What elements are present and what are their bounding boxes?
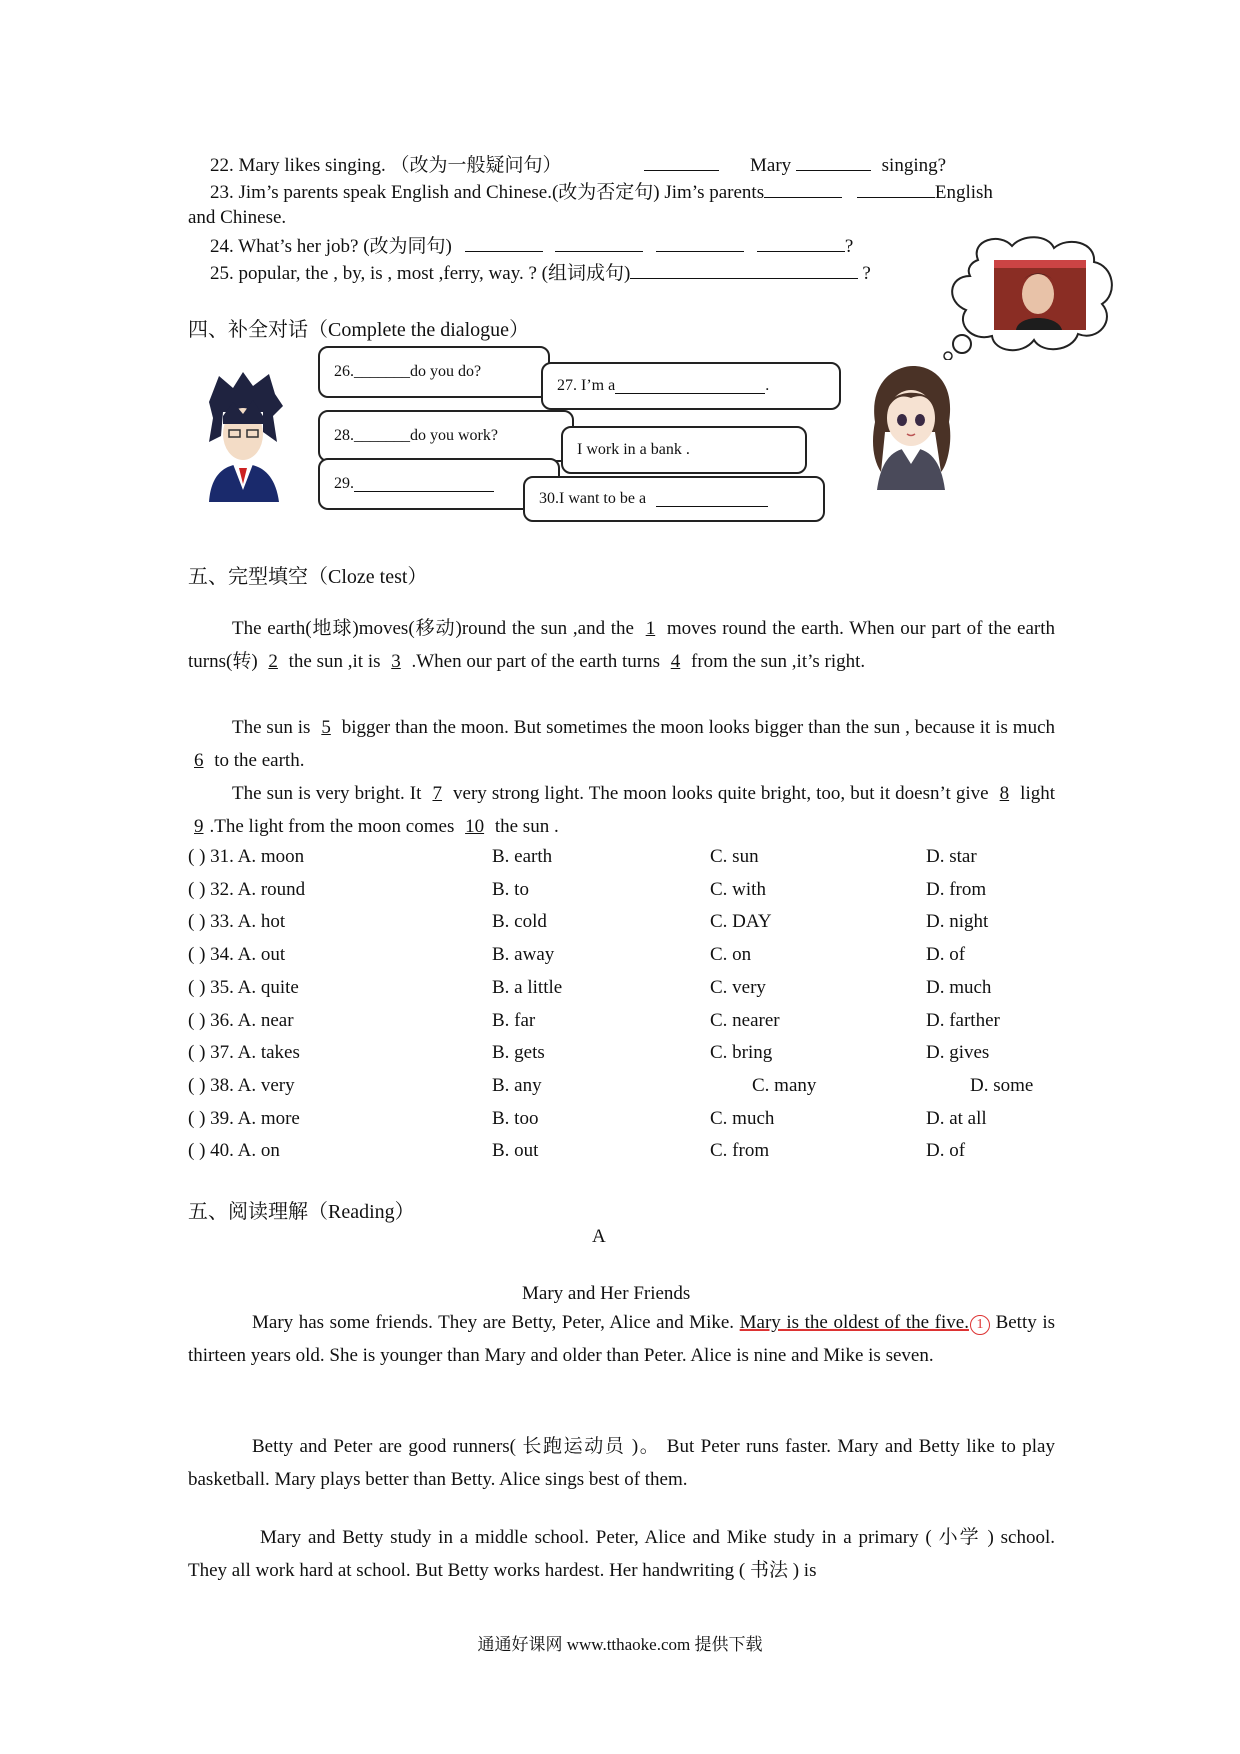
option-row	[188, 873, 1068, 906]
choice-b[interactable]: B. to	[492, 878, 529, 900]
cloze-blank-1[interactable]: 1	[645, 618, 656, 639]
question-choice-a[interactable]: ( ) 37. A. takes	[188, 1042, 300, 1064]
choice-c[interactable]: C. DAY	[710, 911, 772, 933]
question-choice-a[interactable]: ( ) 31. A. moon	[188, 846, 305, 867]
answer-blank[interactable]	[644, 152, 719, 171]
section-4-heading: 四、补全对话（Complete the dialogue）	[188, 319, 530, 341]
choice-b[interactable]: B. away	[492, 944, 555, 966]
cloze-paragraph-2: The sun is 5 bigger than the moon. But sometimes the moon looks bigger than the sun , because it is much 6 to the earth.	[188, 711, 1055, 777]
question-choice-a[interactable]: ( ) 36. A. near	[188, 1009, 294, 1031]
choice-c[interactable]: C. from	[710, 1140, 770, 1162]
cloze-blank-9[interactable]: 9	[194, 816, 204, 837]
speech-bubble-29: 29.	[318, 458, 560, 510]
answer-blank[interactable]	[796, 152, 871, 171]
question-choice-a[interactable]: ( ) 33. A. hot	[188, 911, 286, 933]
choice-b[interactable]: B. too	[492, 1107, 539, 1129]
question-choice-a[interactable]: ( ) 40. A. on	[188, 1140, 280, 1162]
question-choice-a[interactable]: ( ) 35. A. quite	[188, 976, 299, 998]
cloze-blank-2[interactable]: 2	[268, 651, 278, 672]
option-row	[188, 1102, 1068, 1135]
question-choice-a[interactable]: ( ) 38. A. very	[188, 1074, 295, 1096]
question-25: 25. popular, the , by, is , most ,ferry, way. ? (组词成句) ?	[210, 260, 871, 286]
option-row	[188, 1134, 1068, 1167]
choice-c[interactable]: C. much	[710, 1107, 775, 1129]
choice-c[interactable]: C. nearer	[710, 1009, 780, 1031]
answer-blank[interactable]	[354, 477, 494, 492]
answer-blank[interactable]	[555, 233, 643, 252]
question-22: 22. Mary likes singing. （改为一般疑问句） Mary singing?	[210, 152, 946, 178]
speech-bubble-26: 26._______do you do?	[318, 346, 550, 398]
choice-b[interactable]: B. cold	[492, 911, 547, 933]
answer-blank[interactable]	[615, 379, 765, 394]
cloze-blank-5[interactable]: 5	[321, 717, 331, 738]
option-row	[188, 905, 1068, 938]
answer-blank[interactable]	[630, 260, 858, 279]
option-row	[188, 971, 1068, 1004]
choice-b[interactable]: B. gets	[492, 1042, 545, 1064]
boy-character-image	[203, 372, 285, 502]
girl-character-image	[865, 362, 957, 490]
choice-d[interactable]: D. star	[926, 846, 977, 867]
choice-c[interactable]: C. with	[710, 878, 766, 900]
choice-b[interactable]: B. out	[492, 1140, 539, 1162]
underlined-sentence[interactable]: Mary is the oldest of the five.	[739, 1312, 969, 1333]
choice-c[interactable]: C. very	[710, 976, 766, 998]
cloze-blank-3[interactable]: 3	[391, 651, 401, 672]
cloze-blank-8[interactable]: 8	[999, 783, 1010, 804]
option-row	[188, 840, 1068, 873]
passage-label: A	[592, 1226, 606, 1247]
choice-d[interactable]: D. farther	[926, 1009, 1000, 1031]
cloze-paragraph-1: The earth(地球)moves(移动)round the sun ,and the 1 moves round the earth. When our part of the earth turns(转) 2 the sun ,it is 3 .When our part of the earth turns 4 from the sun ,it’s right.	[188, 612, 1055, 678]
choice-b[interactable]: B. any	[492, 1074, 542, 1096]
choice-d[interactable]: D. at all	[926, 1107, 987, 1129]
choice-c[interactable]: C. on	[710, 944, 752, 966]
choice-d[interactable]: D. much	[926, 976, 992, 998]
choice-d[interactable]: D. gives	[926, 1042, 990, 1064]
reading-paragraph-2: Betty and Peter are good runners( 长跑运动员 )。 But Peter runs faster. Mary and Betty like to play basketball. Mary plays better than Betty. Alice sings best of them.	[188, 1436, 1055, 1490]
section-6-heading: 五、阅读理解（Reading）	[188, 1201, 415, 1223]
choice-d[interactable]: D. from	[926, 878, 987, 900]
answer-blank[interactable]	[465, 233, 543, 252]
speech-bubble-28: 28._______do you work?	[318, 410, 574, 462]
reading-paragraph-1: Mary has some friends. They are Betty, Peter, Alice and Mike. Mary is the oldest of the five. 1 Betty is thirteen years old. She is younger than Mary and older than Peter. Alice is nine and Mike is seven.	[188, 1312, 1055, 1366]
option-row	[188, 1036, 1068, 1069]
thought-bubble-illustration	[938, 232, 1128, 360]
answer-blank[interactable]	[656, 492, 768, 507]
option-row	[188, 938, 1068, 971]
choice-d[interactable]: D. of	[926, 944, 966, 966]
answer-blank[interactable]	[656, 233, 744, 252]
choice-c[interactable]: C. bring	[710, 1042, 773, 1064]
question-choice-a[interactable]: ( ) 32. A. round	[188, 878, 306, 900]
cloze-blank-4[interactable]: 4	[670, 651, 681, 672]
choice-d[interactable]: D. some	[970, 1074, 1034, 1096]
choice-d[interactable]: D. of	[926, 1140, 966, 1162]
cloze-blank-7[interactable]: 7	[432, 783, 442, 804]
choice-c[interactable]: C. many	[752, 1074, 817, 1096]
cloze-blank-10[interactable]: 10	[465, 816, 485, 837]
option-row	[188, 1004, 1068, 1037]
choice-b[interactable]: B. far	[492, 1009, 536, 1031]
speech-bubble-bank: I work in a bank .	[561, 426, 807, 474]
question-choice-a[interactable]: ( ) 34. A. out	[188, 944, 286, 966]
answer-blank[interactable]	[757, 233, 845, 252]
section-5-heading: 五、完型填空（Cloze test）	[188, 566, 428, 588]
question-24: 24. What’s her job? (改为同句) ?	[210, 233, 853, 259]
option-row	[188, 1069, 1068, 1102]
answer-blank[interactable]	[764, 179, 842, 198]
choice-b[interactable]: B. a little	[492, 976, 563, 998]
choice-c[interactable]: C. sun	[710, 846, 759, 867]
page-footer: 通通好课网 www.tthaoke.com 提供下载	[477, 1635, 763, 1654]
question-choice-a[interactable]: ( ) 39. A. more	[188, 1107, 300, 1129]
annotation-marker: 1	[970, 1315, 990, 1335]
speech-bubble-27: 27. I’m a .	[541, 362, 841, 410]
choice-d[interactable]: D. night	[926, 911, 989, 933]
reading-paragraph-3: Mary and Betty study in a middle school. Peter, Alice and Mike study in a primary ( 小学 ) school. They all work hard at school. But Betty works hardest. Her handwriting ( 书法 ) is	[188, 1527, 1055, 1581]
cloze-paragraph-3: The sun is very bright. It 7 very strong light. The moon looks quite bright, too, but it doesn’t give 8 light 9 .The light from the moon comes 10 the sun .	[188, 777, 1055, 843]
speech-bubble-30: 30.I want to be a	[523, 476, 825, 522]
question-23-continued: and Chinese.	[188, 207, 287, 228]
answer-blank[interactable]	[857, 179, 935, 198]
choice-b[interactable]: B. earth	[492, 846, 553, 867]
question-23: 23. Jim’s parents speak English and Chinese.(改为否定句) Jim’s parents English	[210, 179, 993, 205]
cloze-blank-6[interactable]: 6	[194, 750, 204, 771]
passage-title: Mary and Her Friends	[522, 1283, 691, 1304]
